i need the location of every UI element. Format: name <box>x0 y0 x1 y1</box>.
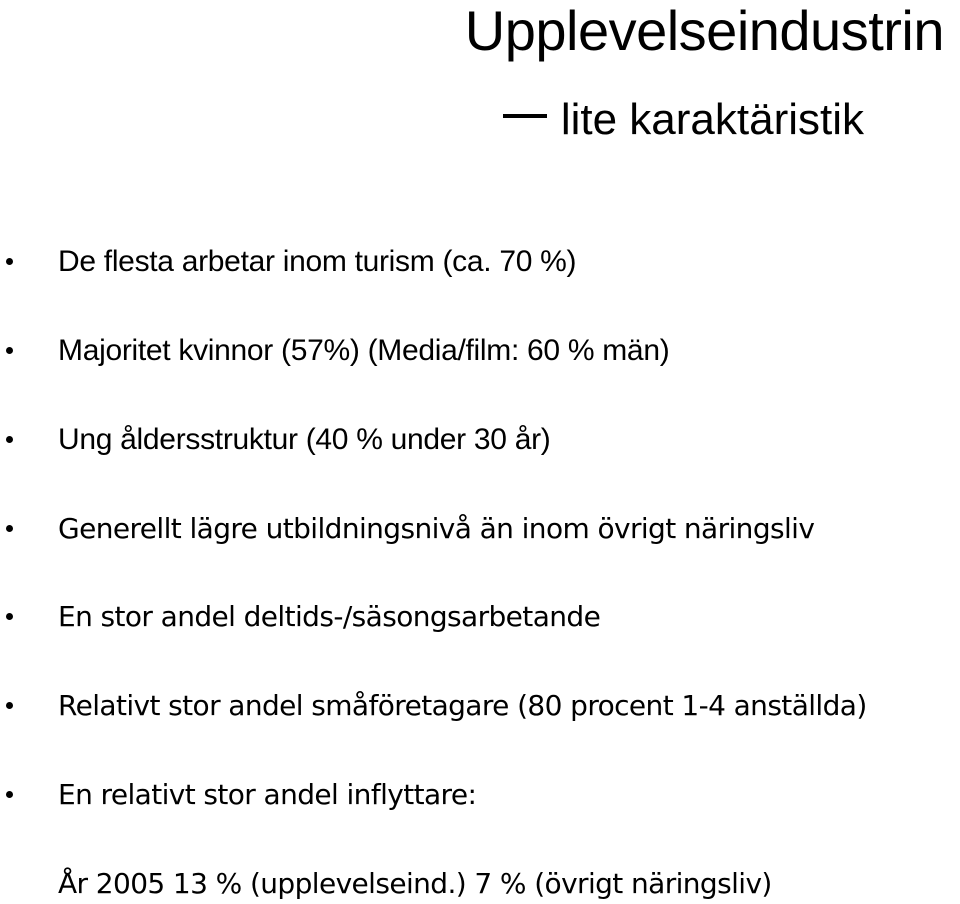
bullet-text: En stor andel deltids-/säsongsarbetande <box>58 600 601 633</box>
bullet-text: De flesta arbetar inom turism (ca. 70 %) <box>58 245 577 278</box>
continuation-text: År 2005 13 % (upplevelseind.) 7 % (övrigt näringsliv) <box>58 867 772 900</box>
bullet-icon <box>6 258 13 265</box>
bullet-icon <box>6 702 13 709</box>
slide-subtitle-text: lite karaktäristik <box>560 95 864 144</box>
bullet-icon <box>6 525 13 532</box>
bullet-text: Majoritet kvinnor (57%) (Media/film: 60 % män) <box>58 334 670 367</box>
bullet-icon <box>6 791 13 798</box>
bullet-text: Ung åldersstruktur (40 % under 30 år) <box>58 423 551 456</box>
bullet-text: Relativt stor andel småföretagare (80 procent 1-4 anställda) <box>58 689 867 722</box>
bullet-text: Generellt lägre utbildningsnivå än inom övrigt näringsliv <box>58 512 815 545</box>
bullet-icon <box>6 436 13 443</box>
slide-title: Upplevelseindustrin <box>464 0 944 62</box>
slide-subtitle <box>503 94 864 146</box>
bullet-icon <box>6 347 13 354</box>
bullet-text: En relativt stor andel inflyttare: <box>58 778 477 811</box>
dash-icon <box>503 114 547 118</box>
bullet-icon <box>6 613 13 620</box>
